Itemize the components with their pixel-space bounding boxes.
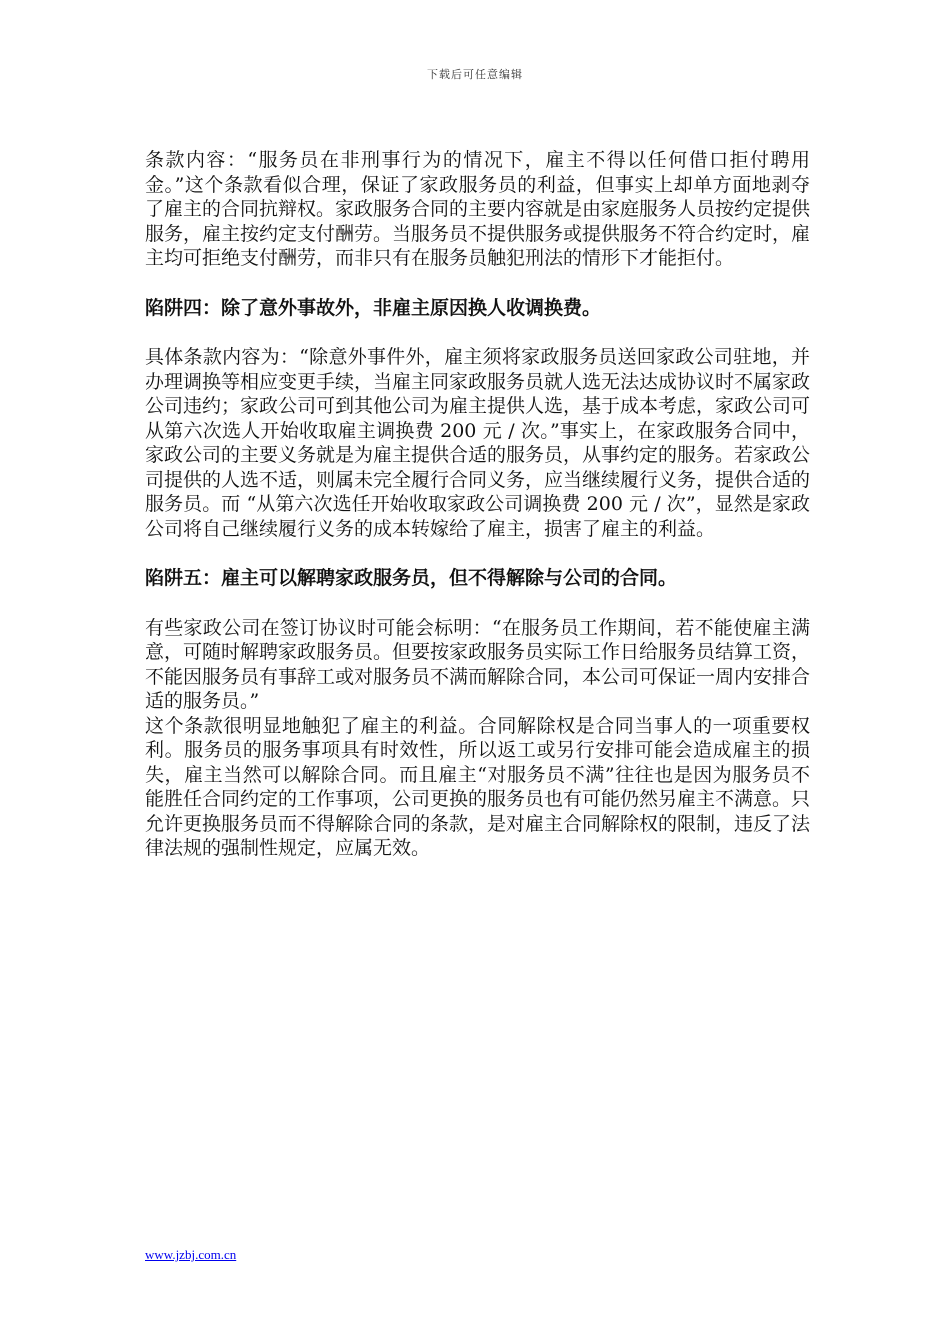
paragraph-trap-four-detail: 具体条款内容为：“除意外事件外，雇主须将家政服务员送回家政公司驻地，并办理调换等相应变更手续，当雇主同家政服务员就人选无法达成协议时不属家政公司违约；家政公司可到其他公司为雇主提供人选，基于成本考虑，家政公司可从第六次选人开始收取雇主调换费 200 元 / 次。”事实上，在家政服务合同中，家政公司的主要义务就是为雇主提供合适的服务员，从事约定的服务。若家政公司提供的人选不适，则属未完全履行合同义务，应当继续履行义务，提供合适的服务员。而 “从第六次选任开始收取家政公司调换费 200 元 / 次”，显然是家政公司将自己继续履行义务的成本转嫁给了雇主，损害了雇主的利益。 (145, 346, 811, 540)
heading-trap-five: 陷阱五：雇主可以解聘家政服务员，但不得解除与公司的合同。 (145, 567, 678, 589)
paragraph-trap-five-clause: 有些家政公司在签订协议时可能会标明：“在服务员工作期间，若不能使雇主满意，可随时解聘家政服务员。但要按家政服务员实际工作日给服务员结算工资，不能因服务员有事辞工或对服务员不满而解除合同，本公司可保证一周内安排合适的服务员。” (145, 616, 811, 712)
paragraph-gap (145, 320, 810, 345)
heading-trap-four: 陷阱四：除了意外事故外，非雇主原因换人收调换费。 (145, 296, 602, 319)
document-body (145, 148, 810, 861)
paragraph-gap (145, 271, 810, 296)
paragraph-trap-five-analysis: 这个条款很明显地触犯了雇主的利益。合同解除权是合同当事人的一项重要权利。服务员的服务事项具有时效性，所以返工或另行安排可能会造成雇主的损失，雇主当然可以解除合同。而且雇主“对服务员不满”往往也是因为服务员不能胜任合同约定的工作事项，公司更换的服务员也有可能仍然另雇主不满意。只允许更换服务员而不得解除合同的条款，是对雇主合同解除权的限制，违反了法律法规的强制性规定，应属无效。 (145, 714, 811, 859)
paragraph-clause-content: 条款内容：“服务员在非刑事行为的情况下，雇主不得以任何借口拒付聘用金。”这个条款看似合理，保证了家政服务员的利益，但事实上却单方面地剥夺了雇主的合同抗辩权。家政服务合同的主要内容就是由家庭服务人员按约定提供服务，雇主按约定支付酬劳。当服务员不提供服务或提供服务不符合约定时，雇主均可拒绝支付酬劳，而非只有在服务员触犯刑法的情形下才能拒付。 (145, 149, 811, 269)
footer-website-link[interactable]: www.jzbj.com.cn (145, 1247, 237, 1262)
paragraph-gap (145, 541, 810, 566)
paragraph-gap (145, 591, 810, 616)
page-header: 下载后可任意编辑 (427, 68, 523, 81)
